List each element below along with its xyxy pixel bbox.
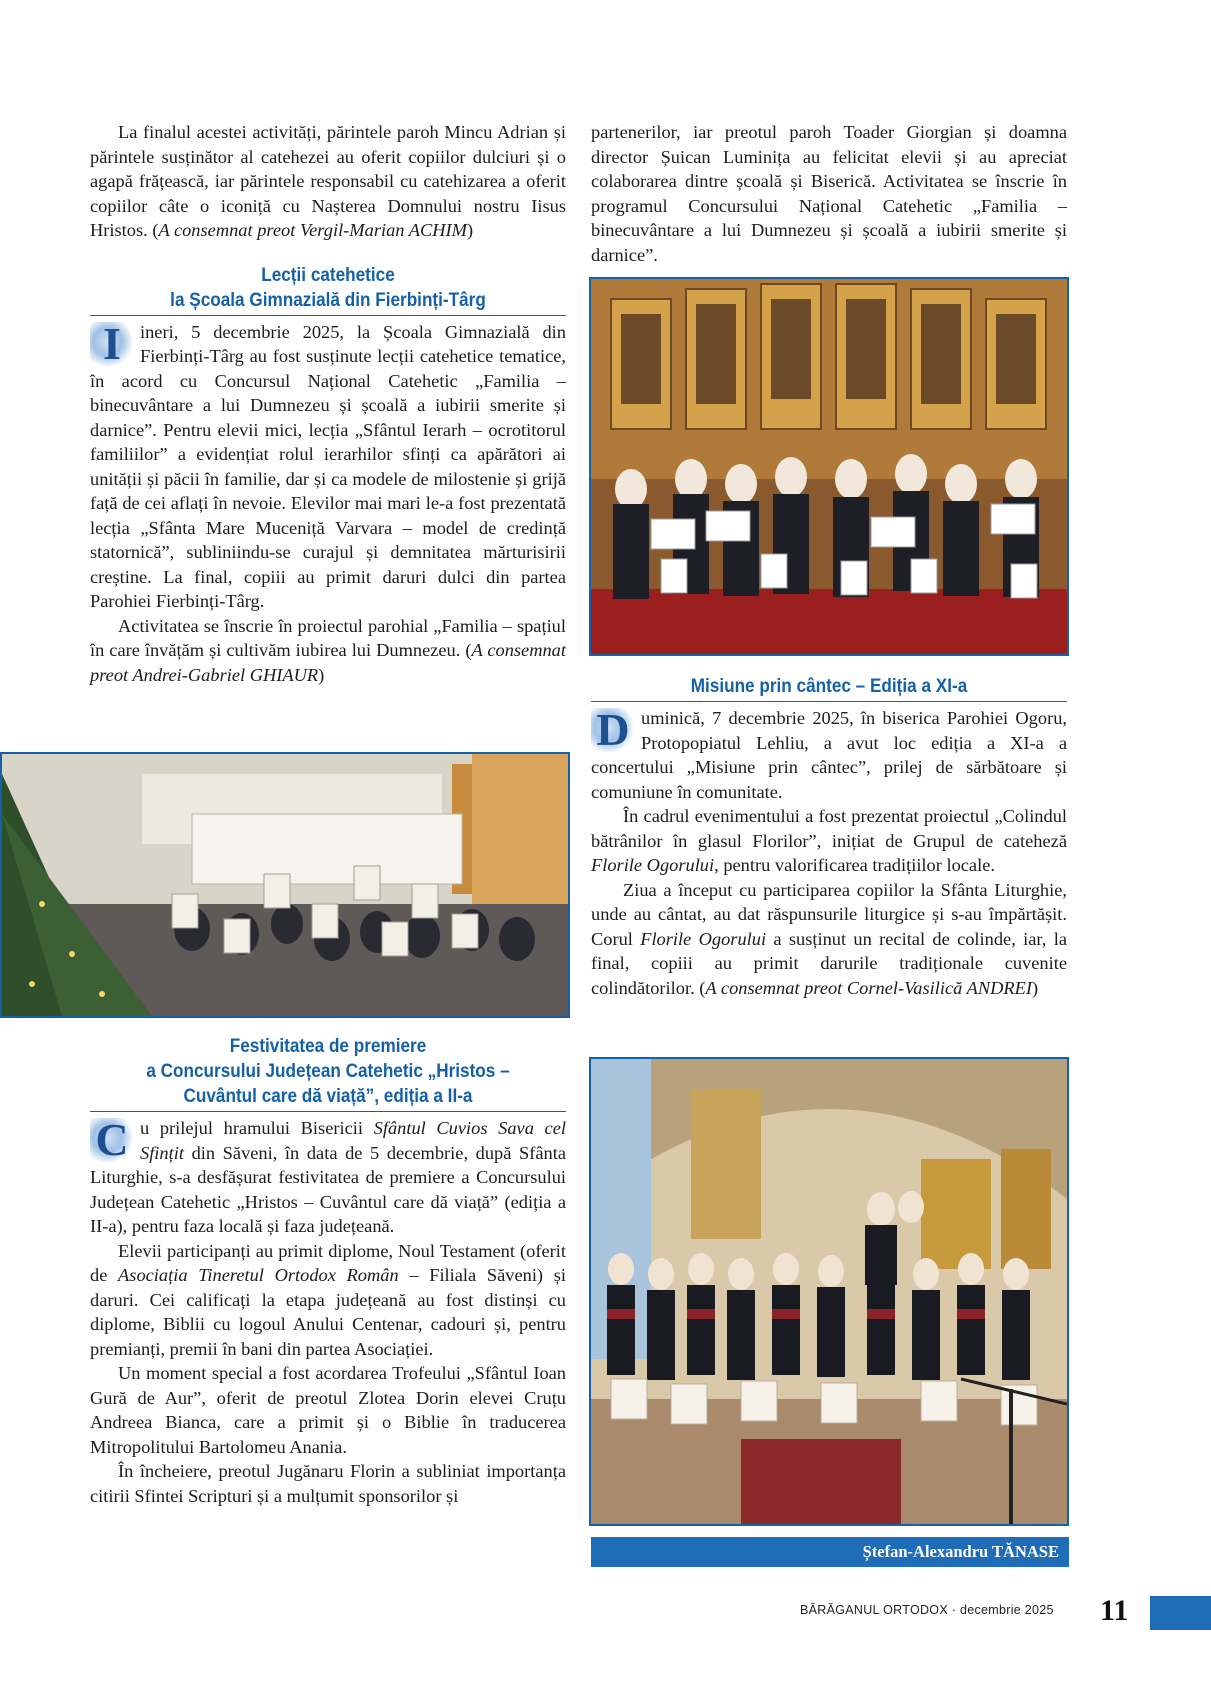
article1-paragraph-1: I ineri, 5 decembrie 2025, la Școala Gimnazială din Fierbinți-Târg au fost susținute lecții catehetice tematice, în acord cu Concursul Național Catehetic „Familia – binecuvântare a lui Dumnezeu și școală a iubirii smerite și darnice”. Pentru elevii mici, lecția „Sfântul Ierarh – ocrotitorul familiilor” a evidențiat rolul ierarhilor sfinți ca apărători ai unității și păcii în familie, dar și ca modele de milostenie și grijă față de cei aflați în nevoie. Elevilor mai mari le-a fost prezentată lecția „Sfânta Mare Muceniță Varvara – model de credință statornică”, subliniindu-se curajul și demnitatea mărturisirii creștine. La final, copiii au primit daruri dulci din partea Parohiei Fierbinți-Târg. bbox=[90, 317, 566, 611]
photo-author-caption: Ștefan-Alexandru TĂNASE bbox=[591, 1537, 1069, 1567]
article1-paragraph-2: Activitatea se înscrie în proiectul parohial „Familia – spațiul în care învățăm și cultivăm iubirea lui Dumnezeu. (A consemnat preot Andrei-Gabriel GHIAUR) bbox=[90, 615, 566, 685]
article2-rule bbox=[90, 1111, 566, 1112]
article3-paragraph-2: În cadrul evenimentului a fost prezentat proiectul „Colindul bătrânilor în glasul Florilor”, inițiat de Grupul de cateheză Florile Ogorului, pentru valorificarea tradițiilor locale. bbox=[591, 806, 1067, 875]
drop-cap-c: C bbox=[90, 1118, 134, 1162]
left-column-lower bbox=[90, 1034, 566, 1508]
drop-cap-i: I bbox=[90, 322, 134, 366]
drop-cap-d: D bbox=[591, 708, 635, 752]
left-column bbox=[90, 120, 566, 687]
article2-paragraph-4: În încheiere, preotul Jugănaru Florin a subliniat importanța citirii Sfintei Scripturi și a mulțumit sponsorilor și bbox=[90, 1461, 566, 1506]
article2-paragraph-1: C u prilejul hramului Bisericii Sfântul Cuvios Sava cel Sfințit din Săveni, în data de 5 decembrie, după Sfânta Liturghie, s-a desfășurat festivitatea de premiere a Concursului Județean Catehetic „Hristos – Cuvântul care dă viață” (ediția a II-a), pentru faza locală și faza județeană. bbox=[90, 1114, 566, 1236]
article1-rule bbox=[90, 315, 566, 316]
article2-paragraph-2: Elevii participanți au primit diplome, Noul Testament (oferit de Asociația Tineretul Ortodox Român – Filiala Săveni) și daruri. Cei calificați la etapa județeană au fost distinși cu diplome, Biblii cu logoul Anului Centenar, cadouri și, pentru premianți, premii în bani din partea Asociației. bbox=[90, 1240, 566, 1359]
article3-title: Misiune prin cântec – Ediția a XI-a bbox=[690, 675, 968, 697]
choir-photo bbox=[589, 1057, 1069, 1526]
intro-paragraph: La finalul acestei activități, părintele paroh Mincu Adrian și părintele susținător al catehezei au oferit copiilor dulciuri și o agapă frățească, iar părintele responsabil cu catehizarea a oferit copiilor câte o iconiță cu Nașterea Domnului nostru Iisus Hristos. (A consemnat preot Vergil-Marian ACHIM) bbox=[90, 122, 566, 240]
article2-paragraph-3: Un moment special a fost acordarea Trofeului „Sfântul Ioan Gură de Aur”, oferit de preotul Zlotea Dorin elevei Cruțu Andreea Bianca, care a primit și o Biblie în traducerea Mitropolitului Bartolomeu Anania. bbox=[90, 1363, 566, 1457]
publication-footer: BĂRĂGANUL ORTODOX · decembrie 2025 bbox=[800, 1603, 1054, 1617]
article3-paragraph-1: D uminică, 7 decembrie 2025, în biserica Parohiei Ogoru, Protopopiatul Lehliu, a avut loc ediția a XI-a a concertului „Misiune prin cântec”, prilej de sărbătoare și comuniune în comunitate. bbox=[591, 704, 1067, 802]
article1-title: Lecții catehetice la Școala Gimnazială din Fierbinți-Târg bbox=[170, 263, 486, 311]
classroom-photo bbox=[0, 752, 570, 1018]
continuation-paragraph: partenerilor, iar preotul paroh Toader Giorgian și doamna director Șuican Luminița au felicitat elevii și au apreciat colaborarea dintre școală și Biserică. Activitatea se înscrie în programul Concursului Național Catehetic „Familia – binecuvântare a lui Dumnezeu și școală a iubirii smerite și darnice”. bbox=[591, 122, 1067, 265]
article2-title: Festivitatea de premiere a Concursului Județean Catehetic „Hristos – Cuvântul care dă viață”, ediția a II-a bbox=[146, 1035, 510, 1107]
church-diplomas-photo bbox=[589, 277, 1069, 656]
page-edge-tab bbox=[1150, 1596, 1211, 1630]
right-column-lower bbox=[591, 674, 1067, 1000]
page-number: 11 bbox=[1100, 1594, 1129, 1627]
right-column bbox=[591, 120, 1067, 267]
article3-rule bbox=[591, 701, 1067, 702]
article3-paragraph-3: Ziua a început cu participarea copiilor la Sfânta Liturghie, unde au cântat, au dat răspunsurile liturgice și s-au împărtășit. Corul Florile Ogorului a susținut un recital de colinde, iar, la final, copiii au primit darurile tradiționale cuvenite colindătorilor. (A consemnat preot Cornel-Vasilică ANDREI) bbox=[591, 879, 1067, 998]
